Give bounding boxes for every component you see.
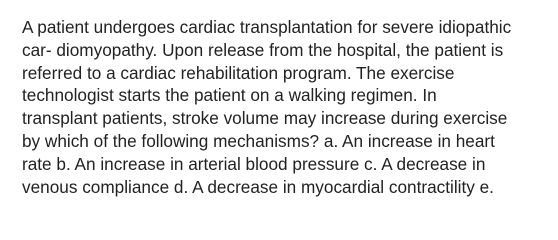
question-line: technologist starts the patient on a walking regimen. In xyxy=(22,85,437,106)
question-line: venous compliance d. A decrease in myocardial contractility e. xyxy=(22,176,494,197)
question-line: rate b. An increase in arterial blood pressure c. A decrease in xyxy=(22,153,486,174)
question-line: car- diomyopathy. Upon release from the hospital, the patient is xyxy=(22,39,504,60)
question-line: by which of the following mechanisms? a. An increase in heart xyxy=(22,130,495,151)
question-line: A patient undergoes cardiac transplantation for severe idiopathic xyxy=(22,17,512,37)
question-line: transplant patients, stroke volume may increase during exercise xyxy=(22,108,508,129)
question-text xyxy=(22,16,552,198)
question-line: referred to a cardiac rehabilitation program. The exercise xyxy=(22,62,455,83)
